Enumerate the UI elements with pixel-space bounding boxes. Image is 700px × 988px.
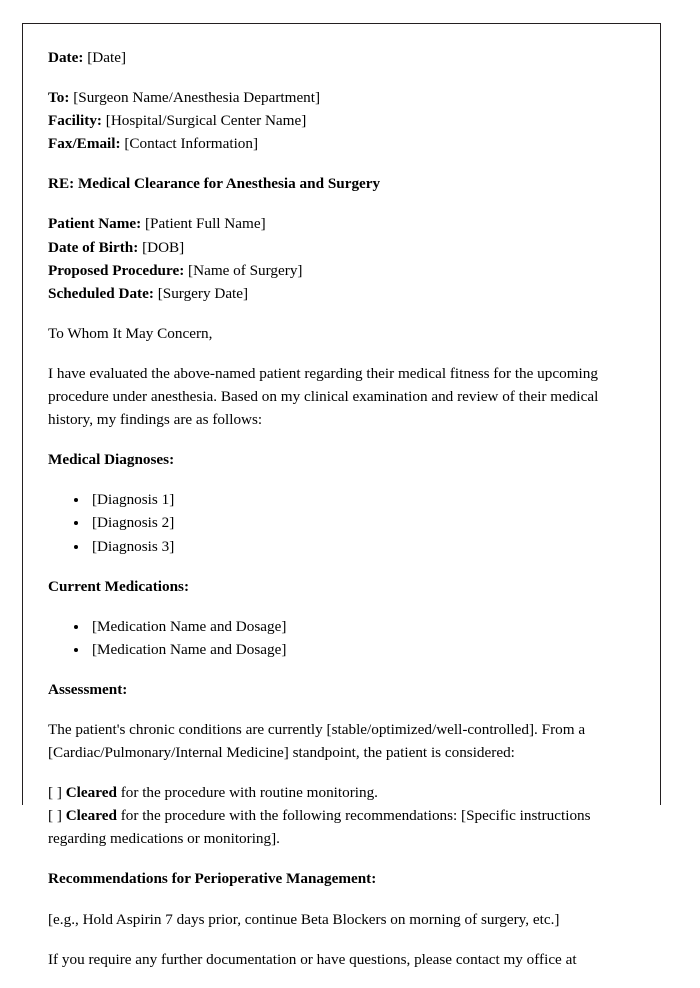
patient-scheduled-date-line — [48, 282, 633, 305]
patient-procedure-label: Proposed Procedure: — [48, 261, 185, 279]
date-value: [Date] — [87, 49, 127, 66]
patient-name-line — [48, 212, 633, 235]
list-item: • [Medication Name and Dosage] — [89, 638, 633, 661]
list-item: • [Diagnosis 1] — [89, 488, 633, 511]
patient-procedure-value: [Name of Surgery] — [188, 261, 303, 279]
clearance-option-text: for the procedure with the following recommendations: [Specific instructions regarding medications or monitoring]. — [48, 807, 591, 848]
document-page — [22, 23, 661, 968]
patient-block — [48, 212, 633, 304]
clearance-option-emphasis: Cleared — [65, 807, 117, 825]
subject-line: RE: Medical Clearance for Anesthesia and Surgery — [48, 175, 381, 193]
patient-name-value: [Patient Full Name] — [145, 215, 266, 233]
clearance-option-routine[interactable] — [48, 781, 633, 804]
checkbox-icon[interactable]: [ ] — [48, 784, 62, 802]
recipient-fax-email-value: [Contact Information] — [124, 135, 259, 153]
patient-procedure-line — [48, 259, 633, 282]
date-line — [48, 46, 633, 69]
diagnoses-list — [48, 488, 633, 557]
recipient-block — [48, 86, 633, 155]
recipient-to-line — [48, 86, 633, 109]
recommendations-heading: Recommendations for Perioperative Management: — [48, 870, 377, 888]
date-label: Date: — [48, 49, 84, 66]
clearance-option-emphasis: Cleared — [65, 784, 117, 802]
closing-paragraph: If you require any further documentation or have questions, please contact my office at — [48, 950, 577, 968]
medications-list — [48, 615, 633, 661]
list-item: • [Medication Name and Dosage] — [89, 615, 633, 638]
recommendations-paragraph: [e.g., Hold Aspirin 7 days prior, continue Beta Blockers on morning of surgery, etc.] — [48, 910, 560, 928]
clearance-options — [48, 781, 633, 850]
recipient-facility-value: [Hospital/Surgical Center Name] — [105, 112, 307, 130]
intro-paragraph: I have evaluated the above-named patient regarding their medical fitness for the upcoming procedure under anesthesia. Based on my clinical examination and review of their medical history, my findings are as follows: — [48, 364, 599, 429]
recipient-facility-label: Facility: — [48, 112, 102, 130]
list-item: • [Diagnosis 3] — [89, 535, 633, 558]
recipient-fax-email-label: Fax/Email: — [48, 135, 121, 153]
document-body — [48, 46, 633, 988]
patient-dob-line — [48, 236, 633, 259]
checkbox-icon[interactable]: [ ] — [48, 807, 62, 825]
patient-scheduled-date-label: Scheduled Date: — [48, 284, 154, 302]
recipient-to-value: [Surgeon Name/Anesthesia Department] — [73, 89, 321, 107]
assessment-heading: Assessment: — [48, 680, 128, 698]
recipient-facility-line — [48, 109, 633, 132]
patient-name-label: Patient Name: — [48, 215, 142, 233]
medications-heading: Current Medications: — [48, 577, 190, 595]
patient-scheduled-date-value: [Surgery Date] — [157, 284, 249, 302]
patient-dob-label: Date of Birth: — [48, 238, 139, 256]
recipient-fax-email-line — [48, 132, 633, 155]
list-item: • [Diagnosis 2] — [89, 511, 633, 534]
diagnoses-heading: Medical Diagnoses: — [48, 451, 175, 469]
clearance-option-text: for the procedure with routine monitoring. — [116, 784, 378, 802]
patient-dob-value: [DOB] — [142, 238, 185, 256]
clearance-option-recommendations[interactable] — [48, 804, 633, 850]
recipient-to-label: To: — [48, 89, 70, 107]
salutation: To Whom It May Concern, — [48, 324, 213, 342]
assessment-paragraph: The patient's chronic conditions are currently [stable/optimized/well-controlled]. From a [Cardiac/Pulmonary/Internal Medicine] standpoint, the patient is considered: — [48, 720, 586, 762]
